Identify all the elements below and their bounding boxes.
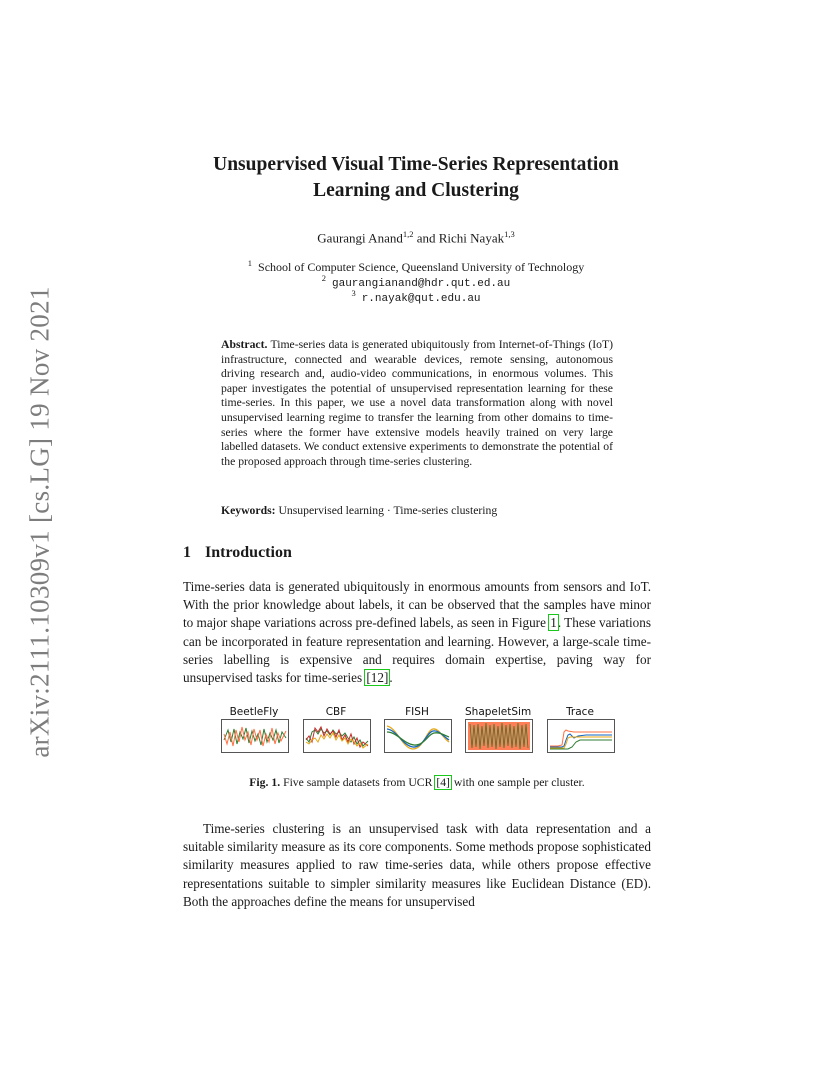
keywords <box>221 504 621 517</box>
author-affil-sup: 1,2 <box>402 229 414 239</box>
figure-ref-link[interactable]: 1 <box>550 615 557 631</box>
figure-thumbnail <box>303 706 369 753</box>
thumbnail-label: BeetleFly <box>229 706 279 718</box>
figure-1 <box>221 706 613 756</box>
paragraph-text: . <box>389 670 393 686</box>
author-affil-sup: 1,3 <box>504 229 515 239</box>
caption-text: Five sample datasets from UCR <box>280 776 436 789</box>
citation-link[interactable]: [4] <box>436 776 450 789</box>
affil-number: 3 <box>351 288 356 298</box>
thumbnail-label: Trace <box>566 706 594 718</box>
arxiv-id-text: arXiv:2111.10309v1 [cs.LG] 19 Nov 2021 <box>24 285 55 758</box>
thumbnail-label: CBF <box>325 706 347 718</box>
thumbnail-label: FISH <box>405 706 429 718</box>
abstract-text: Time-series data is generated ubiquitously from Internet-of-Things (IoT) infrastructure, connected and wearable devices, remote sensing, autonomous driving research and, audio-video communications, in enormous volumes. This paper investigates the potential of unsupervised representation learning for these time-series. In this paper, we use a novel data transformation along with novel unsupervised learning regime to transfer the learning from other domains to time-series where the former have extensive models heavily trained on very large labelled datasets. We conduct extensive experiments to demonstrate the potential of the proposed approach through time-series clustering. <box>221 338 613 468</box>
author-name: Gaurangi Anand <box>317 230 403 246</box>
author-name: Richi Nayak <box>438 230 505 246</box>
affiliation-3 <box>150 288 682 305</box>
series-line <box>550 737 612 748</box>
author-conjunction: and <box>413 230 439 246</box>
figure-thumbnail <box>221 706 287 753</box>
title-line-1: Unsupervised Visual Time-Series Representation <box>213 154 619 175</box>
keywords-label: Keywords: <box>221 504 276 517</box>
figure-thumbnail <box>547 706 613 753</box>
email-link[interactable]: r.nayak@qut.edu.au <box>361 293 481 305</box>
thumbnail-plot-beetlefly <box>221 719 289 753</box>
abstract-label: Abstract. <box>221 338 268 351</box>
thumbnail-label: ShapeletSim <box>465 706 532 718</box>
affil-number: 2 <box>321 273 326 283</box>
caption-label: Fig. 1. <box>249 776 281 789</box>
paragraph-text: . These variations can be incorporated in feature representation and learning. However, a large-scale time-series labelling is expensive and requires domain expertise, paving way for unsupervised tasks for time-series <box>183 615 651 686</box>
caption-text: with one sample per cluster. <box>450 776 585 789</box>
series-line <box>550 730 612 746</box>
abstract <box>221 338 613 469</box>
citation-link[interactable]: [12] <box>366 670 389 686</box>
paragraph-text: Time-series clustering is an unsupervised task with data representation and a suitable similarity measure as its core components. Some methods propose sophisticated similarity measures applied to raw time-series data, while others propose effective representations suitable to simpler similarity measures like Euclidean Distance (ED). Both the approaches define the means for unsupervised <box>183 821 651 909</box>
figure-thumbnail <box>384 706 450 753</box>
paragraph-text: Time-series data is generated ubiquitously in enormous amounts from sensors and IoT. With the prior knowledge about labels, it can be observed that the samples have minor to major shape variations across pre-defined labels, as seen in Figure <box>183 579 651 631</box>
section-title: Introduction <box>205 544 292 561</box>
section-heading <box>183 544 292 562</box>
title-line-2: Learning and Clustering <box>313 180 519 201</box>
thumbnail-plot-shapeletsim <box>465 719 533 753</box>
figure-1-caption <box>183 776 651 789</box>
intro-paragraph-2 <box>183 820 651 911</box>
figure-thumbnail <box>465 706 531 753</box>
affil-text: School of Computer Science, Queensland University of Technology <box>258 260 585 274</box>
affil-number: 1 <box>247 258 253 268</box>
email-link[interactable]: gaurangianand@hdr.qut.ed.au <box>332 278 511 290</box>
thumbnail-plot-fish <box>384 719 452 753</box>
intro-paragraph-1 <box>183 578 651 687</box>
section-number: 1 <box>183 544 191 561</box>
thumbnail-plot-cbf <box>303 719 371 753</box>
keywords-text: Unsupervised learning · Time-series clustering <box>278 504 498 517</box>
paper-title <box>150 152 682 204</box>
thumbnail-plot-trace <box>547 719 615 753</box>
author-list <box>150 229 682 246</box>
arxiv-sidebar-stamp <box>22 283 58 760</box>
